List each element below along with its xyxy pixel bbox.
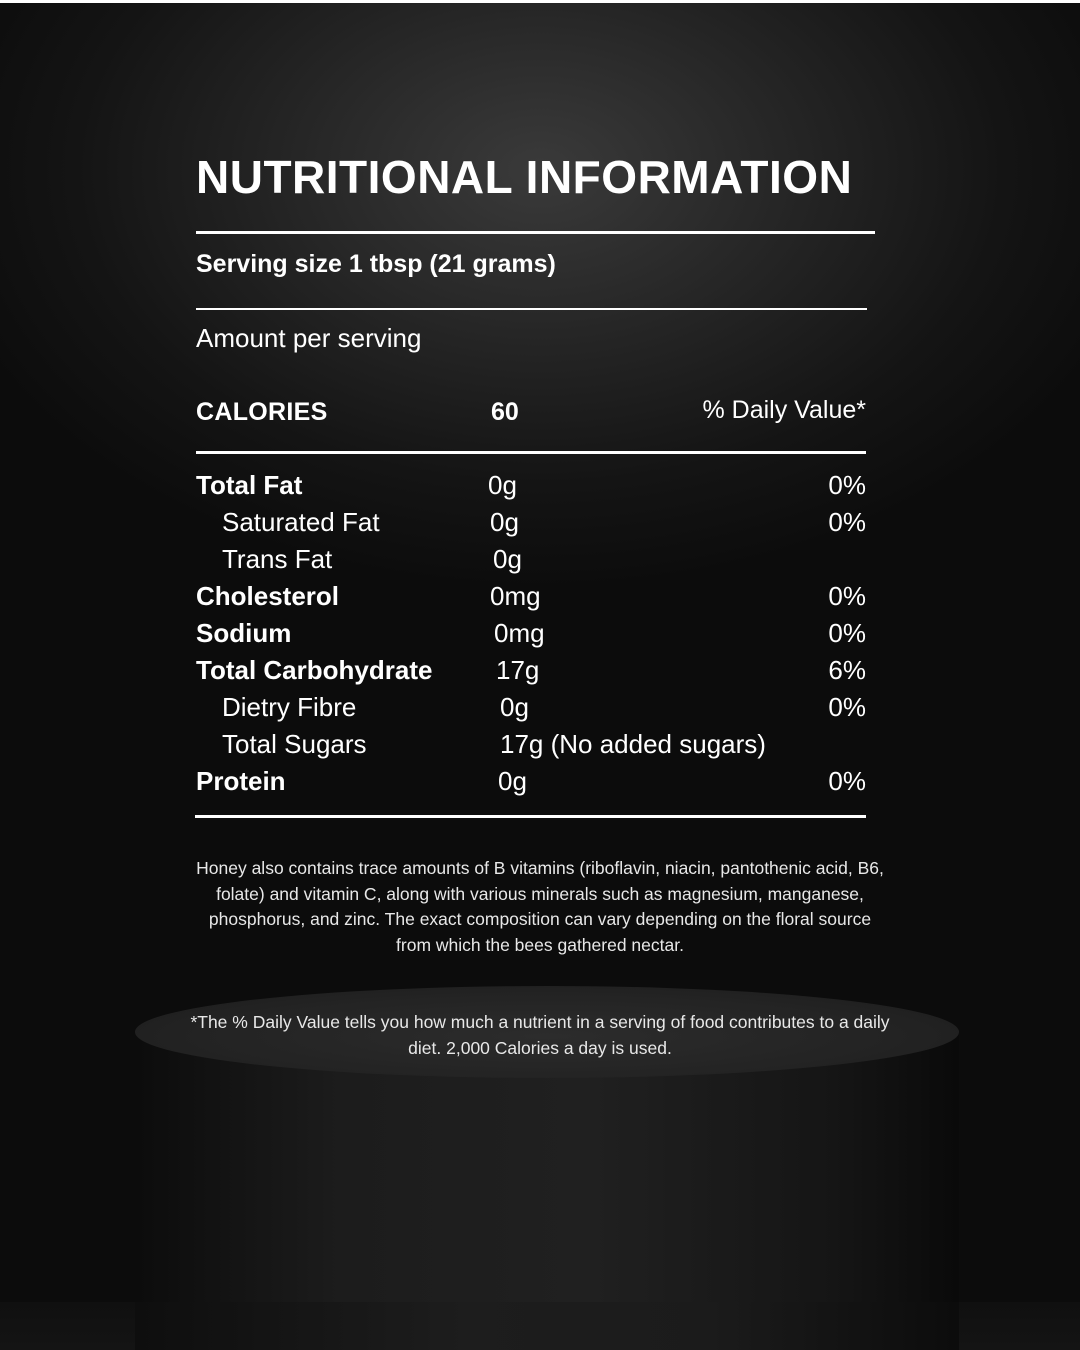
honey-note: Honey also contains trace amounts of B vitamins (riboflavin, niacin, pantothenic acid, B6, folate) and vitamin C, along with various minerals such as magnesium, manganese, phosphorus, and zinc. The exact composition can vary depending on the floral source from which the bees gathered nectar. bbox=[196, 858, 884, 955]
nutrient-row-cholesterol bbox=[196, 581, 866, 618]
calories-value: 60 bbox=[491, 398, 519, 426]
nutrient-amount: 0g bbox=[493, 544, 522, 574]
nutrient-amount: 0g bbox=[488, 470, 517, 500]
nutrient-row-total-carbohydrate bbox=[196, 655, 866, 692]
nutrient-amount: 0mg bbox=[490, 581, 541, 611]
nutrient-name: Total Sugars bbox=[222, 729, 367, 759]
daily-value-header: % Daily Value* bbox=[702, 396, 866, 424]
daily-value-footnote: *The % Daily Value tells you how much a nutrient in a serving of food contributes to a daily diet. 2,000 Calories a day is used. bbox=[190, 1012, 890, 1058]
nutrient-row-saturated-fat bbox=[196, 507, 866, 544]
divider-bottom bbox=[195, 815, 866, 818]
calories-label: CALORIES bbox=[196, 398, 328, 426]
divider-calories bbox=[196, 451, 866, 454]
nutrient-row-total-fat bbox=[196, 470, 866, 507]
nutrient-amount: 17g bbox=[496, 655, 540, 685]
nutrient-amount: 0g bbox=[498, 766, 527, 796]
nutrient-row-protein bbox=[196, 766, 866, 803]
nutrient-daily-value: 0% bbox=[828, 507, 866, 537]
page-title: NUTRITIONAL INFORMATION bbox=[196, 151, 853, 203]
nutrient-name: Trans Fat bbox=[222, 544, 333, 574]
divider-serving bbox=[196, 308, 867, 310]
nutrient-daily-value: 0% bbox=[828, 470, 866, 500]
nutrient-daily-value: 0% bbox=[828, 618, 866, 648]
nutrient-name: Sodium bbox=[196, 618, 292, 648]
nutrient-row-total-sugars bbox=[196, 729, 866, 766]
nutrient-daily-value: 6% bbox=[828, 655, 866, 685]
serving-size: Serving size 1 tbsp (21 grams) bbox=[196, 250, 556, 278]
nutrient-amount: 0g bbox=[500, 692, 529, 722]
nutrient-row-trans-fat bbox=[196, 544, 866, 581]
amount-per-serving: Amount per serving bbox=[196, 323, 422, 353]
nutrient-name: Total Carbohydrate bbox=[196, 655, 433, 685]
nutrient-amount: 0mg bbox=[494, 618, 545, 648]
nutrient-amount: 0g bbox=[490, 507, 519, 537]
divider-top bbox=[196, 231, 875, 234]
nutrient-name: Dietry Fibre bbox=[222, 692, 357, 722]
nutrient-name: Protein bbox=[196, 766, 286, 796]
nutrient-name: Total Fat bbox=[196, 470, 303, 500]
nutrient-amount: 17g (No added sugars) bbox=[500, 729, 766, 759]
nutrient-daily-value: 0% bbox=[828, 766, 866, 796]
nutrient-daily-value: 0% bbox=[828, 581, 866, 611]
nutrient-row-dietry-fibre bbox=[196, 692, 866, 729]
nutrient-daily-value: 0% bbox=[828, 692, 866, 722]
nutrient-name: Saturated Fat bbox=[222, 507, 380, 537]
nutrient-row-sodium bbox=[196, 618, 866, 655]
nutrient-name: Cholesterol bbox=[196, 581, 340, 611]
